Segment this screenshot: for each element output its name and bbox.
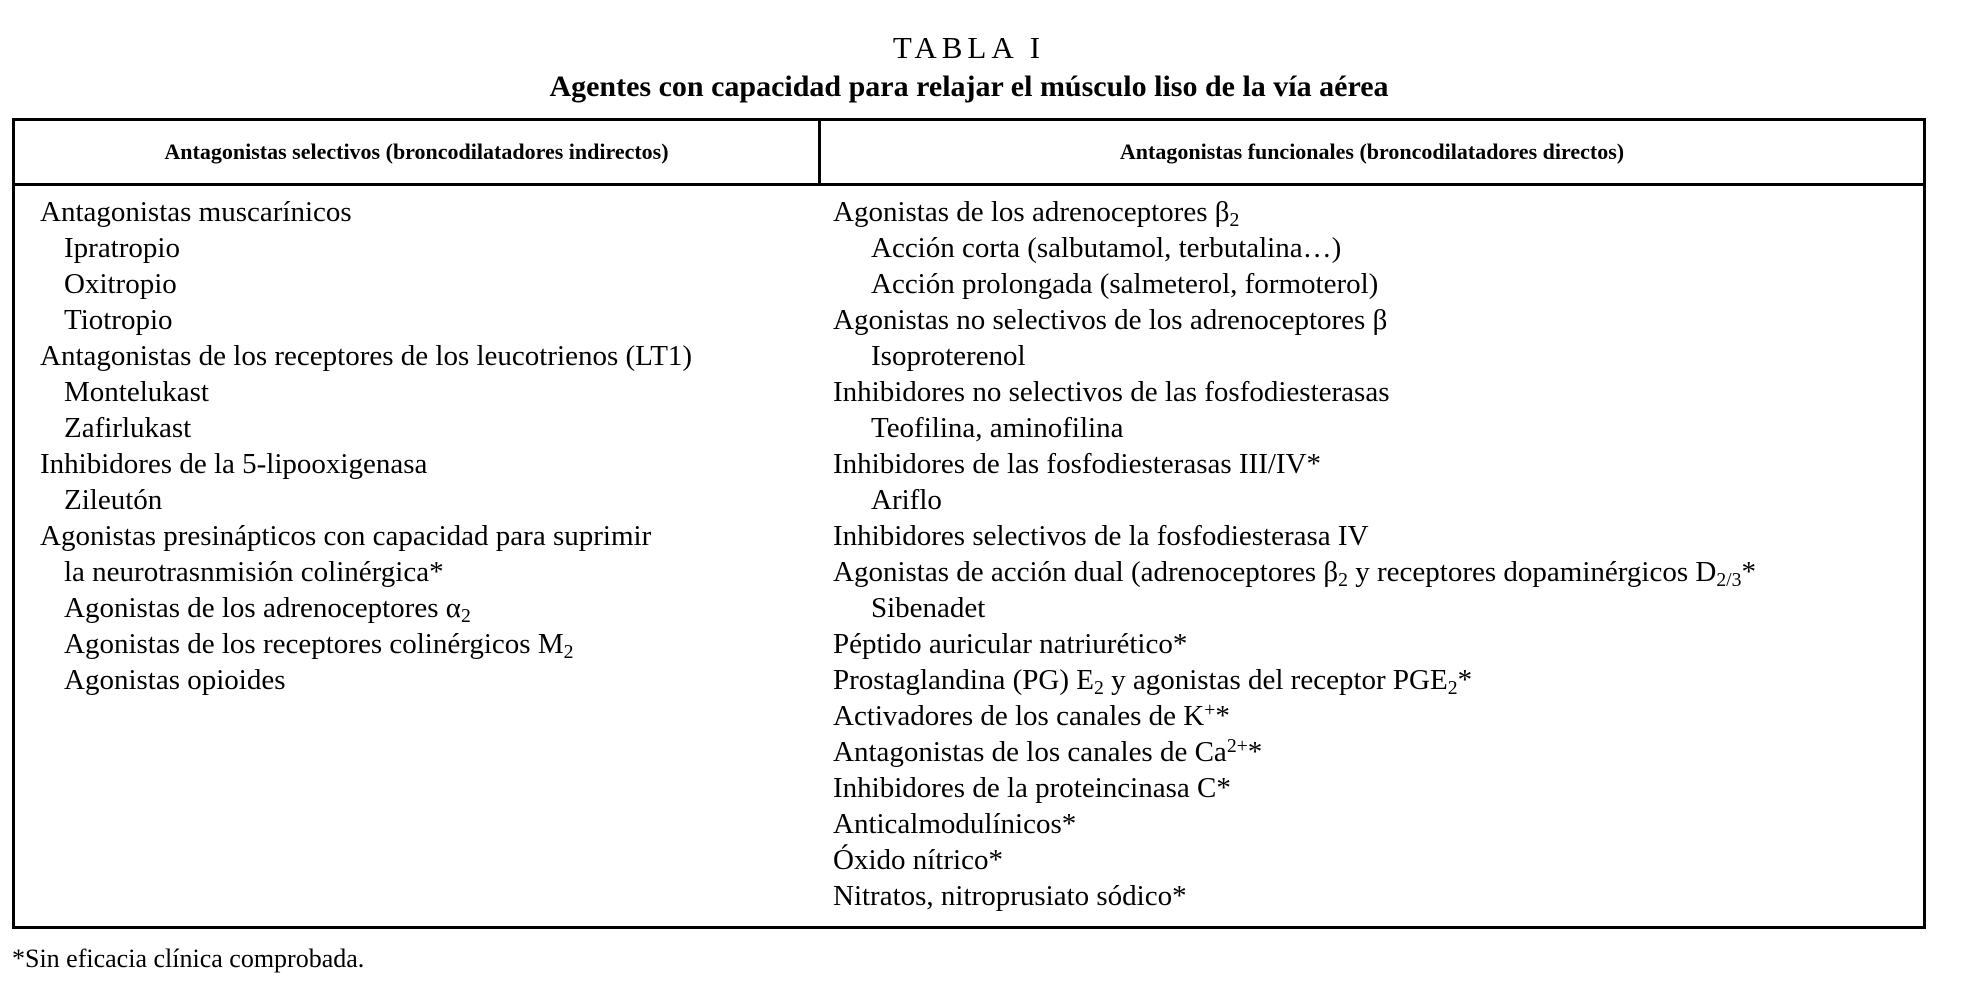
table-row: Sibenadet [871,592,986,624]
table-row: Agonistas de los receptores colinérgicos $M_2$ [64,628,574,663]
table-row: Nitratos, nitroprusiato sódico* [833,880,1187,912]
table-row: la neurotrasnmisión colinérgica* [64,556,444,588]
table-row: Inhibidores selectivos de la fosfodiesterasa IV [833,520,1369,552]
footnote: *Sin eficacia clínica comprobada. [12,944,365,973]
agents-table [12,118,1926,929]
table-row: Inhibidores de las fosfodiesterasas III/IV* [833,448,1322,480]
table-row: Agonistas de los adrenoceptores $\beta_2$ [833,196,1240,231]
table-row: Inhibidores no selectivos de las fosfodiesterasas [833,376,1390,408]
column-direct-bronchodilators [821,194,1923,914]
table-row: Prostaglandina (PG) $E_2$ y agonistas del receptor $PGE_2*$ [833,664,1473,699]
table-row: Zafirlukast [64,412,192,444]
table-caption: Agentes con capacidad para relajar el músculo liso de la vía aérea [549,70,1389,103]
table-row: Péptido auricular natriurético* [833,628,1188,660]
table-row: Ipratropio [64,232,180,264]
table-row: Activadores de los canales de K+* [833,699,1230,732]
table-row: Montelukast [64,376,209,408]
table-row: Tiotropio [64,304,173,336]
table-row: Teofilina, aminofilina [871,412,1124,444]
table-row: Inhibidores de la proteincinasa C* [833,772,1231,804]
table-row: Agonistas opioides [64,664,286,696]
column-indirect-bronchodilators [15,194,821,914]
table-row: Agonistas de los adrenoceptores $\alpha_2$ [64,592,471,627]
table-header-row [15,121,1923,186]
header-cell-selective-antagonists: Antagonistas selectivos (broncodilatadores indirectos) [15,121,821,183]
table-row: Acción prolongada (salmeterol, formoterol) [871,268,1379,300]
table-row: Antagonistas de los canales de $Ca^{2+}*$ [833,735,1263,768]
header-cell-functional-antagonists: Antagonistas funcionales (broncodilatadores directos) [1119,139,1625,164]
table-row: Ariflo [871,484,942,516]
table-row: Anticalmodulínicos* [833,808,1077,840]
table-row: Acción corta (salbutamol, terbutalina…) [871,232,1342,264]
table-row: Inhibidores de la 5-lipooxigenasa [40,448,428,480]
table-row: Antagonistas de los receptores de los leucotrienos (LT1) [40,340,693,372]
table-figure [12,30,1926,975]
table-body [15,186,1923,926]
table-row: Óxido nítrico* [833,844,1003,876]
table-number-title: TABLA I [892,30,1046,65]
table-row: Agonistas de acción dual (adrenoceptores $\beta_2$ y receptores dopaminérgicos $D_{2/3}*$ [833,556,1756,591]
table-row: Oxitropio [64,268,177,300]
table-row: Agonistas no selectivos de los adrenoceptores β [833,304,1388,336]
table-row: Antagonistas muscarínicos [40,196,352,228]
table-row: Isoproterenol [871,340,1026,372]
table-row: Zileutón [64,484,163,516]
table-row: Agonistas presinápticos con capacidad para suprimir [40,520,652,552]
